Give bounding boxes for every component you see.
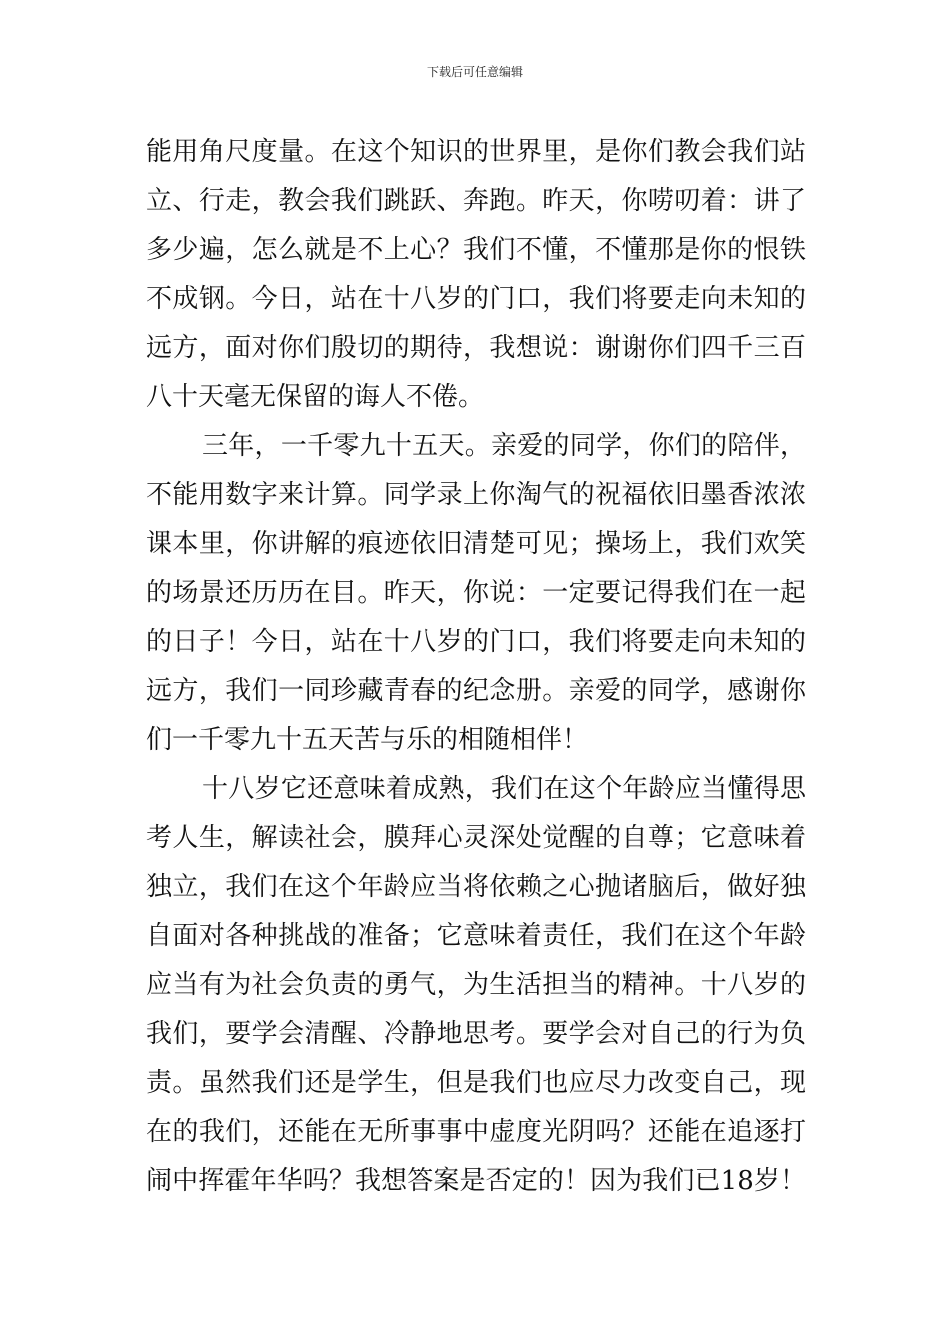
paragraph-start-line: 三年，一千零九十五天。亲爱的同学，你们的陪伴， xyxy=(202,431,806,461)
text-line: 的场景还历历在目。昨天，你说：一定要记得我们在一起 xyxy=(146,578,806,608)
text-line: 能用角尺度量。在这个知识的世界里，是你们教会我们站 xyxy=(146,137,806,167)
text-line: 远方，我们一同珍藏青春的纪念册。亲爱的同学，感谢你 xyxy=(146,676,806,706)
text-line: 远方，面对你们殷切的期待，我想说：谢谢你们四千三百 xyxy=(146,333,806,363)
page-header: 下载后可任意编辑 xyxy=(426,65,523,79)
document-body xyxy=(146,128,806,1206)
text-line: 们一千零九十五天苦与乐的相随相伴！ xyxy=(146,725,589,755)
text-line: 八十天毫无保留的诲人不倦。 xyxy=(146,382,485,412)
text-line: 独立，我们在这个年龄应当将依赖之心抛诸脑后，做好独 xyxy=(146,872,806,902)
paragraph-start-line: 十八岁它还意味着成熟，我们在这个年龄应当懂得思 xyxy=(202,774,806,804)
text-line: 我们，要学会清醒、冷静地思考。要学会对自己的行为负 xyxy=(146,1019,806,1049)
text-line: 自面对各种挑战的准备；它意味着责任，我们在这个年龄 xyxy=(146,921,806,951)
text-line: 多少遍，怎么就是不上心？我们不懂，不懂那是你的恨铁 xyxy=(146,235,806,265)
text-line: 课本里，你讲解的痕迹依旧清楚可见；操场上，我们欢笑 xyxy=(146,529,806,559)
text-line: 不成钢。今日，站在十八岁的门口，我们将要走向未知的 xyxy=(146,284,806,314)
text-line: 不能用数字来计算。同学录上你淘气的祝福依旧墨香浓浓 xyxy=(146,480,806,510)
text-line: 闹中挥霍年华吗？我想答案是否定的！因为我们已18岁！ xyxy=(146,1166,806,1196)
text-line: 应当有为社会负责的勇气，为生活担当的精神。十八岁的 xyxy=(146,970,806,1000)
text-line: 立、行走，教会我们跳跃、奔跑。昨天，你唠叨着：讲了 xyxy=(146,186,806,216)
text-line: 考人生，解读社会，膜拜心灵深处觉醒的自尊；它意味着 xyxy=(146,823,806,853)
text-line: 责。虽然我们还是学生，但是我们也应尽力改变自己，现 xyxy=(146,1068,806,1098)
text-line: 的日子！今日，站在十八岁的门口，我们将要走向未知的 xyxy=(146,627,806,657)
text-line: 在的我们，还能在无所事事中虚度光阴吗？还能在追逐打 xyxy=(146,1117,806,1147)
